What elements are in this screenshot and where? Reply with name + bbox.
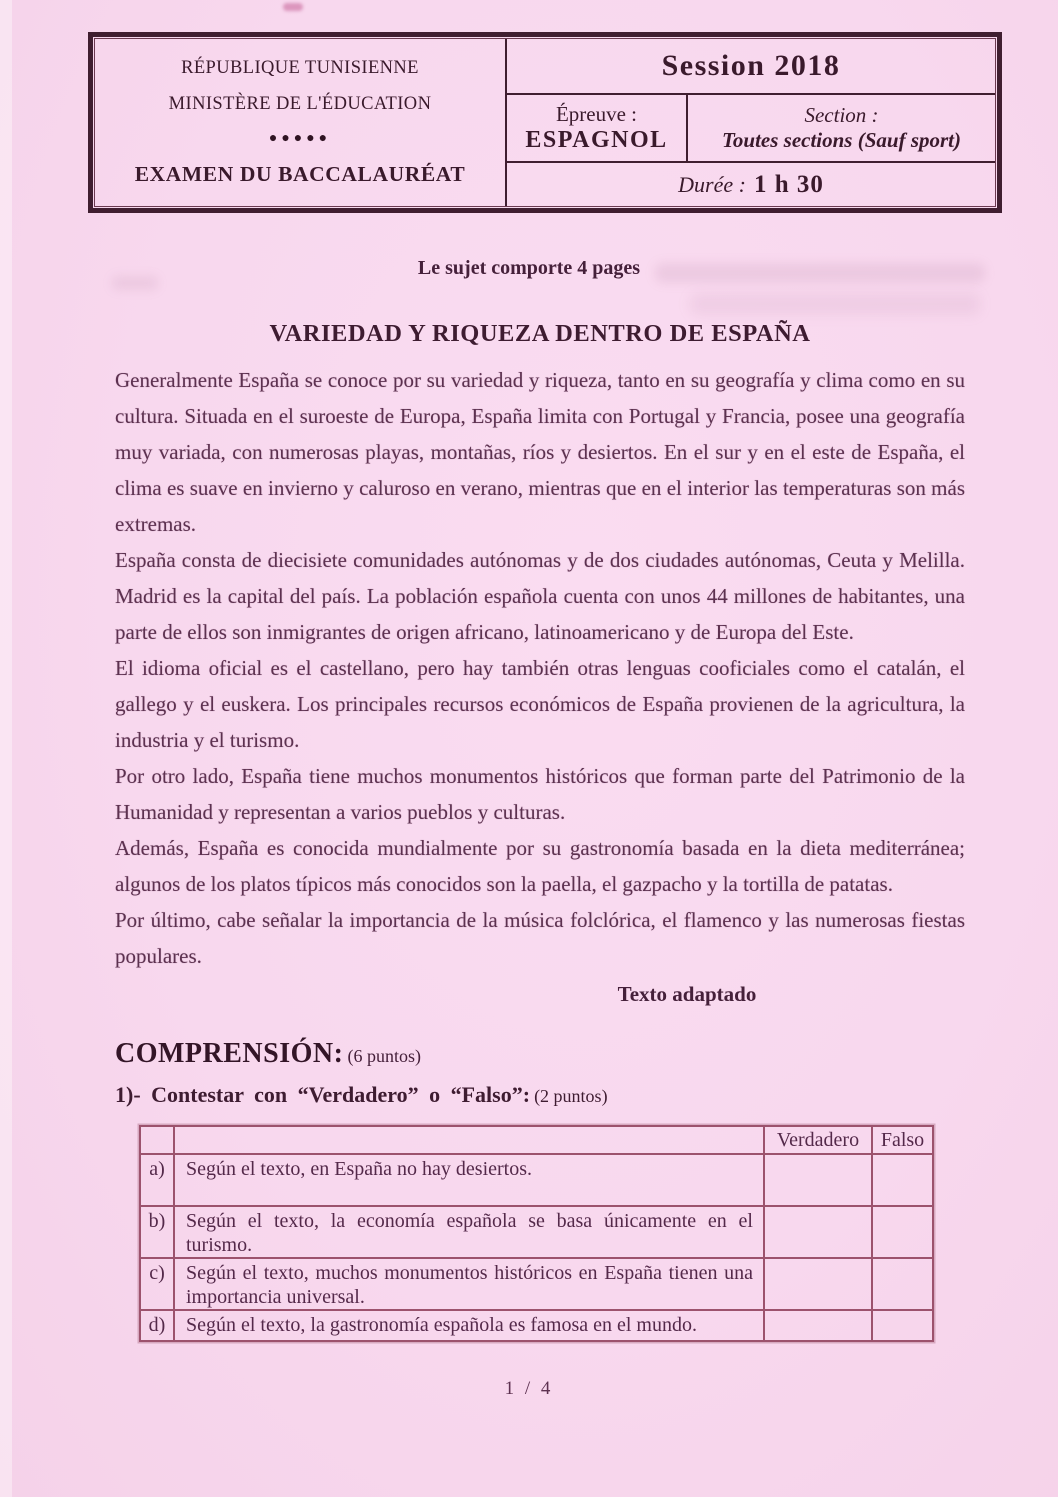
- reading-text: [115, 320, 965, 1032]
- comprehension-heading: COMPRENSIÓN:: [115, 1038, 344, 1069]
- col-header-verdadero: Verdadero: [764, 1126, 872, 1154]
- text-paragraph: Por último, cabe señalar la importancia de la música folclórica, el flamenco y las numerosas fiestas populares.: [115, 908, 965, 968]
- scan-edge-artifact: [0, 0, 12, 1497]
- falso-answer-cell: [872, 1310, 933, 1341]
- bleed-through-artifact: [690, 293, 980, 315]
- duree-label: Durée :: [678, 171, 746, 197]
- question-1-row: [115, 1082, 965, 1108]
- table-row: [140, 1206, 933, 1258]
- epreuve-label: Épreuve :: [555, 102, 638, 126]
- row-statement: Según el texto, en España no hay desiertos.: [174, 1154, 764, 1206]
- verdadero-answer-cell: [764, 1310, 872, 1341]
- row-statement: Según el texto, muchos monumentos históricos en España tienen una importancia universal.: [174, 1258, 764, 1310]
- true-false-table: [139, 1125, 934, 1342]
- verdadero-answer-cell: [764, 1154, 872, 1206]
- epreuve-section-row: [507, 95, 995, 163]
- scan-mark-artifact: [283, 3, 303, 11]
- republic-line: RÉPUBLIQUE TUNISIENNE: [181, 58, 419, 79]
- pages-notice: Le sujet comporte 4 pages: [417, 257, 641, 279]
- question-1-points: (2 puntos): [534, 1086, 608, 1106]
- table-header-row: [140, 1126, 933, 1154]
- falso-answer-cell: [872, 1154, 933, 1206]
- text-title: VARIEDAD Y RIQUEZA DENTRO DE ESPAÑA: [269, 320, 811, 347]
- row-letter: c): [140, 1258, 174, 1310]
- comprehension-section: [115, 1038, 965, 1342]
- comprehension-heading-row: [115, 1038, 965, 1070]
- text-credit: Texto adaptado: [617, 982, 757, 1006]
- epreuve-cell: [507, 95, 688, 161]
- verdadero-answer-cell: [764, 1258, 872, 1310]
- row-letter: d): [140, 1310, 174, 1341]
- text-paragraph: Generalmente España se conoce por su variedad y riqueza, tanto en su geografía y clima como en su cultura. Situada en el suroeste de Europa, España limita con Portugal y Francia, posee una geografía muy variada, con numerosas playas, montañas, ríos y desiertos. En el sur y en el este de España, el clima es suave en invierno y caluroso en verano, mientras que en el interior las temperaturas son más extremas.: [115, 368, 965, 536]
- text-paragraph: El idioma oficial es el castellano, pero hay también otras lenguas cooficiales como el catalán, el gallego y el euskera. Los principales recursos económicos de España provienen de la agricultura, la industria y el turismo.: [115, 656, 965, 752]
- session-label: Session 2018: [507, 39, 995, 95]
- ministry-line: MINISTÈRE DE L'ÉDUCATION: [168, 94, 432, 115]
- statement-column-header: [174, 1126, 764, 1154]
- verdadero-answer-cell: [764, 1206, 872, 1258]
- duree-value: 1 h 30: [753, 170, 824, 198]
- text-paragraph: España consta de diecisiete comunidades autónomas y de dos ciudades autónomas, Ceuta y Melilla. Madrid es la capital del país. La población española cuenta con unos 44 millones de habitantes, una parte de ellos son inmigrantes de origen africano, latinoamericano y de Europa del Este.: [115, 548, 965, 644]
- text-paragraph: Además, España es conocida mundialmente por su gastronomía basada en la dieta mediterránea; algunos de los platos típicos más conocidos son la paella, el gazpacho y la tortilla de patatas.: [115, 836, 965, 896]
- section-value: Toutes sections (Sauf sport): [721, 128, 961, 152]
- duree-cell: [507, 163, 995, 206]
- question-1-label: 1)- Contestar con “Verdadero” o “Falso”:: [115, 1082, 531, 1107]
- row-statement: Según el texto, la economía española se basa únicamente en el turismo.: [174, 1206, 764, 1258]
- falso-answer-cell: [872, 1258, 933, 1310]
- section-label: Section :: [804, 103, 879, 127]
- table-row: [140, 1310, 933, 1341]
- page-number: 1 / 4: [504, 1378, 554, 1399]
- text-paragraph: Por otro lado, España tiene muchos monumentos históricos que forman parte del Patrimonio de la Humanidad y representan a varios pueblos y culturas.: [115, 764, 965, 824]
- exam-header-box: [88, 32, 1002, 213]
- letter-column-header: [140, 1126, 174, 1154]
- institution-cell: [95, 39, 507, 206]
- row-letter: b): [140, 1206, 174, 1258]
- table-row: [140, 1258, 933, 1310]
- table-row: [140, 1154, 933, 1206]
- section-cell: [688, 95, 995, 161]
- falso-answer-cell: [872, 1206, 933, 1258]
- dots-separator: ●●●●●: [268, 130, 332, 146]
- epreuve-value: ESPAGNOL: [525, 127, 668, 153]
- comprehension-points: (6 puntos): [347, 1046, 421, 1066]
- row-letter: a): [140, 1154, 174, 1206]
- exam-header-inner: [94, 38, 996, 207]
- exam-meta-cells: [507, 39, 995, 206]
- exam-name-line: EXAMEN DU BACCALAURÉAT: [134, 161, 466, 186]
- row-statement: Según el texto, la gastronomía española es famosa en el mundo.: [174, 1310, 764, 1341]
- col-header-falso: Falso: [872, 1126, 933, 1154]
